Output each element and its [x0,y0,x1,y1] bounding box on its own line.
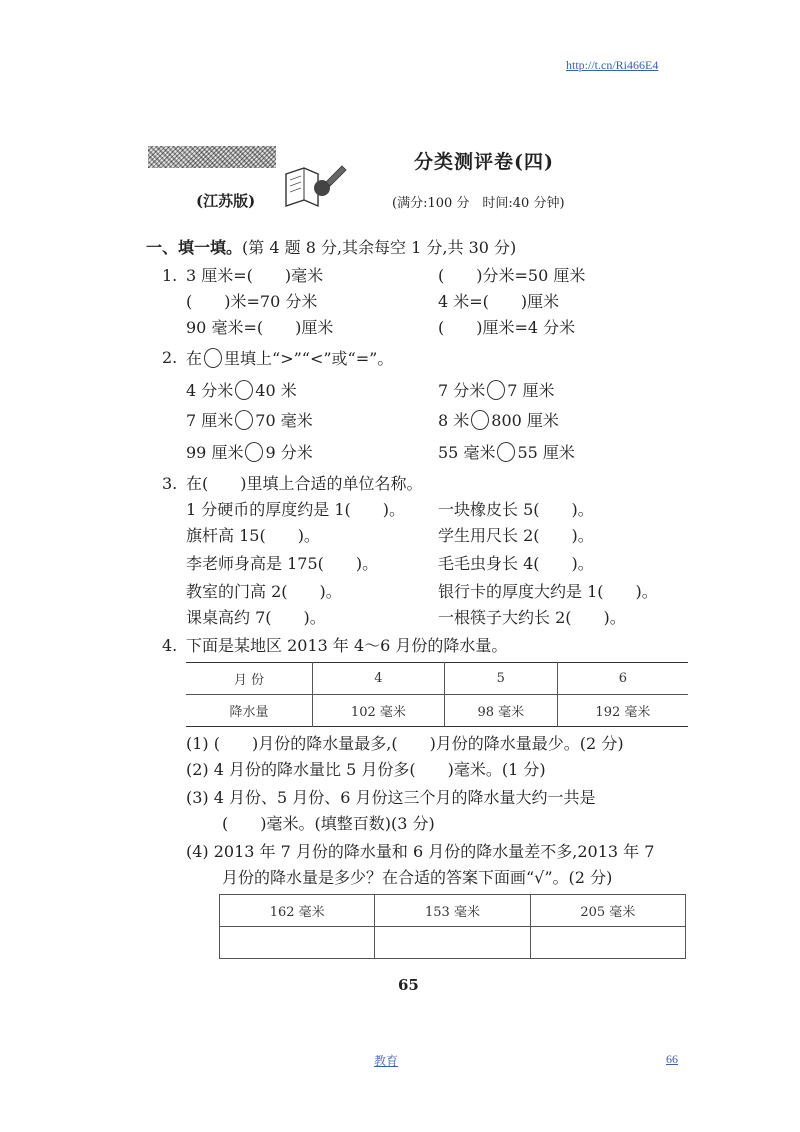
book-icon [282,160,350,212]
footer-link-left[interactable]: 教育 [374,1054,399,1068]
footer-link-right[interactable]: 66 [666,1052,678,1066]
q3-item: 一块橡皮长 5( )。 [438,500,594,519]
q1-item: 3 厘米=( )毫米 [186,266,324,285]
q2-prompt [186,348,393,369]
table-row [186,663,688,695]
answer-cell[interactable] [530,927,685,959]
q3-prompt: 在( )里填上合适的单位名称。 [186,474,423,493]
table-cell: 月 份 [186,663,313,695]
table-cell: 5 [444,663,557,695]
table-cell: 6 [557,663,688,695]
q1-label: 1. [162,266,178,285]
q2-item: 8 米 800 厘米 [438,411,559,430]
q1-item: ( )分米=50 厘米 [438,266,586,285]
q3-item: 旗杆高 15( )。 [186,526,320,545]
q2-prompt-b: 里填上“>”“<”或“=”。 [224,349,394,368]
circle-blank-icon[interactable] [487,380,505,400]
answer-choice-table [219,894,686,959]
q3-item: 学生用尺长 2( )。 [438,526,594,545]
circle-blank-icon[interactable] [497,442,515,462]
q3-item: 银行卡的厚度大约是 1( )。 [438,582,658,601]
circle-blank-icon[interactable] [471,410,489,430]
q3-item: 毛毛虫身长 4( )。 [438,554,594,573]
q2-item: 99 厘米 9 分米 [186,443,313,462]
q3-item: 课桌高约 7( )。 [186,608,326,627]
q2-label: 2. [162,348,178,367]
circle-blank-icon [204,348,222,368]
q3-item: 1 分硬币的厚度约是 1( )。 [186,500,406,519]
section-heading-text: 一、填一填。 [146,238,243,257]
edition-label: (江苏版) [196,192,256,210]
table-row [220,895,686,927]
table-cell: 162 毫米 [220,895,375,927]
q4-sub: (1) ( )月份的降水量最多,( )月份的降水量最少。(2 分) [186,734,624,753]
table-cell: 153 毫米 [375,895,530,927]
q2-item: 4 分米 40 米 [186,381,297,400]
q4-sub: ( )毫米。(填整百数)(3 分) [222,814,435,833]
q2-item: 55 毫米 55 厘米 [438,443,575,462]
section-note: (第 4 题 8 分,其余每空 1 分,共 30 分) [242,238,517,257]
table-cell: 102 毫米 [313,695,445,727]
table-cell: 98 毫米 [444,695,557,727]
rainfall-table [186,662,688,727]
q1-item: 90 毫米=( )厘米 [186,318,334,337]
q3-item: 一根筷子大约长 2( )。 [438,608,626,627]
section-1-heading [146,238,516,258]
table-cell: 降水量 [229,705,269,720]
q4-label: 4. [162,636,178,655]
q4-sub: (3) 4 月份、5 月份、6 月份这三个月的降水量大约一共是 [186,788,596,807]
table-cell: 192 毫米 [557,695,688,727]
circle-blank-icon[interactable] [235,380,253,400]
q2-item: 7 厘米 70 毫米 [186,411,313,430]
table-row [186,695,688,727]
circle-blank-icon[interactable] [235,410,253,430]
q1-item: ( )米=70 分米 [186,292,318,311]
q3-item: 教室的门高 2( )。 [186,582,342,601]
circle-blank-icon[interactable] [245,442,263,462]
q1-item: 4 米=( )厘米 [438,292,560,311]
q4-prompt: 下面是某地区 2013 年 4～6 月份的降水量。 [186,636,508,655]
q3-label: 3. [162,474,178,493]
page-title: 分类测评卷(四) [414,151,554,173]
header-link[interactable]: http://t.cn/Ri466E4 [566,58,659,72]
q4-sub: 月份的降水量是多少？在合适的答案下面画“√”。(2 分) [222,868,613,887]
q4-sub: (4) 2013 年 7 月份的降水量和 6 月份的降水量差不多,2013 年 7 [186,842,655,861]
table-cell: 4 [313,663,445,695]
q4-sub: (2) 4 月份的降水量比 5 月份多( )毫米。(1 分) [186,760,546,779]
table-cell: 205 毫米 [530,895,685,927]
answer-cell[interactable] [375,927,530,959]
q2-item: 7 分米 7 厘米 [438,381,555,400]
q3-item: 李老师身高是 175( )。 [186,554,379,573]
answer-cell[interactable] [220,927,375,959]
q2-prompt-a: 在 [186,349,203,368]
q1-item: ( )厘米=4 分米 [438,318,576,337]
page-number: 65 [398,976,419,994]
logo-image [148,146,276,168]
table-row [220,927,686,959]
exam-meta: (满分:100 分 时间:40 分钟) [392,196,565,211]
